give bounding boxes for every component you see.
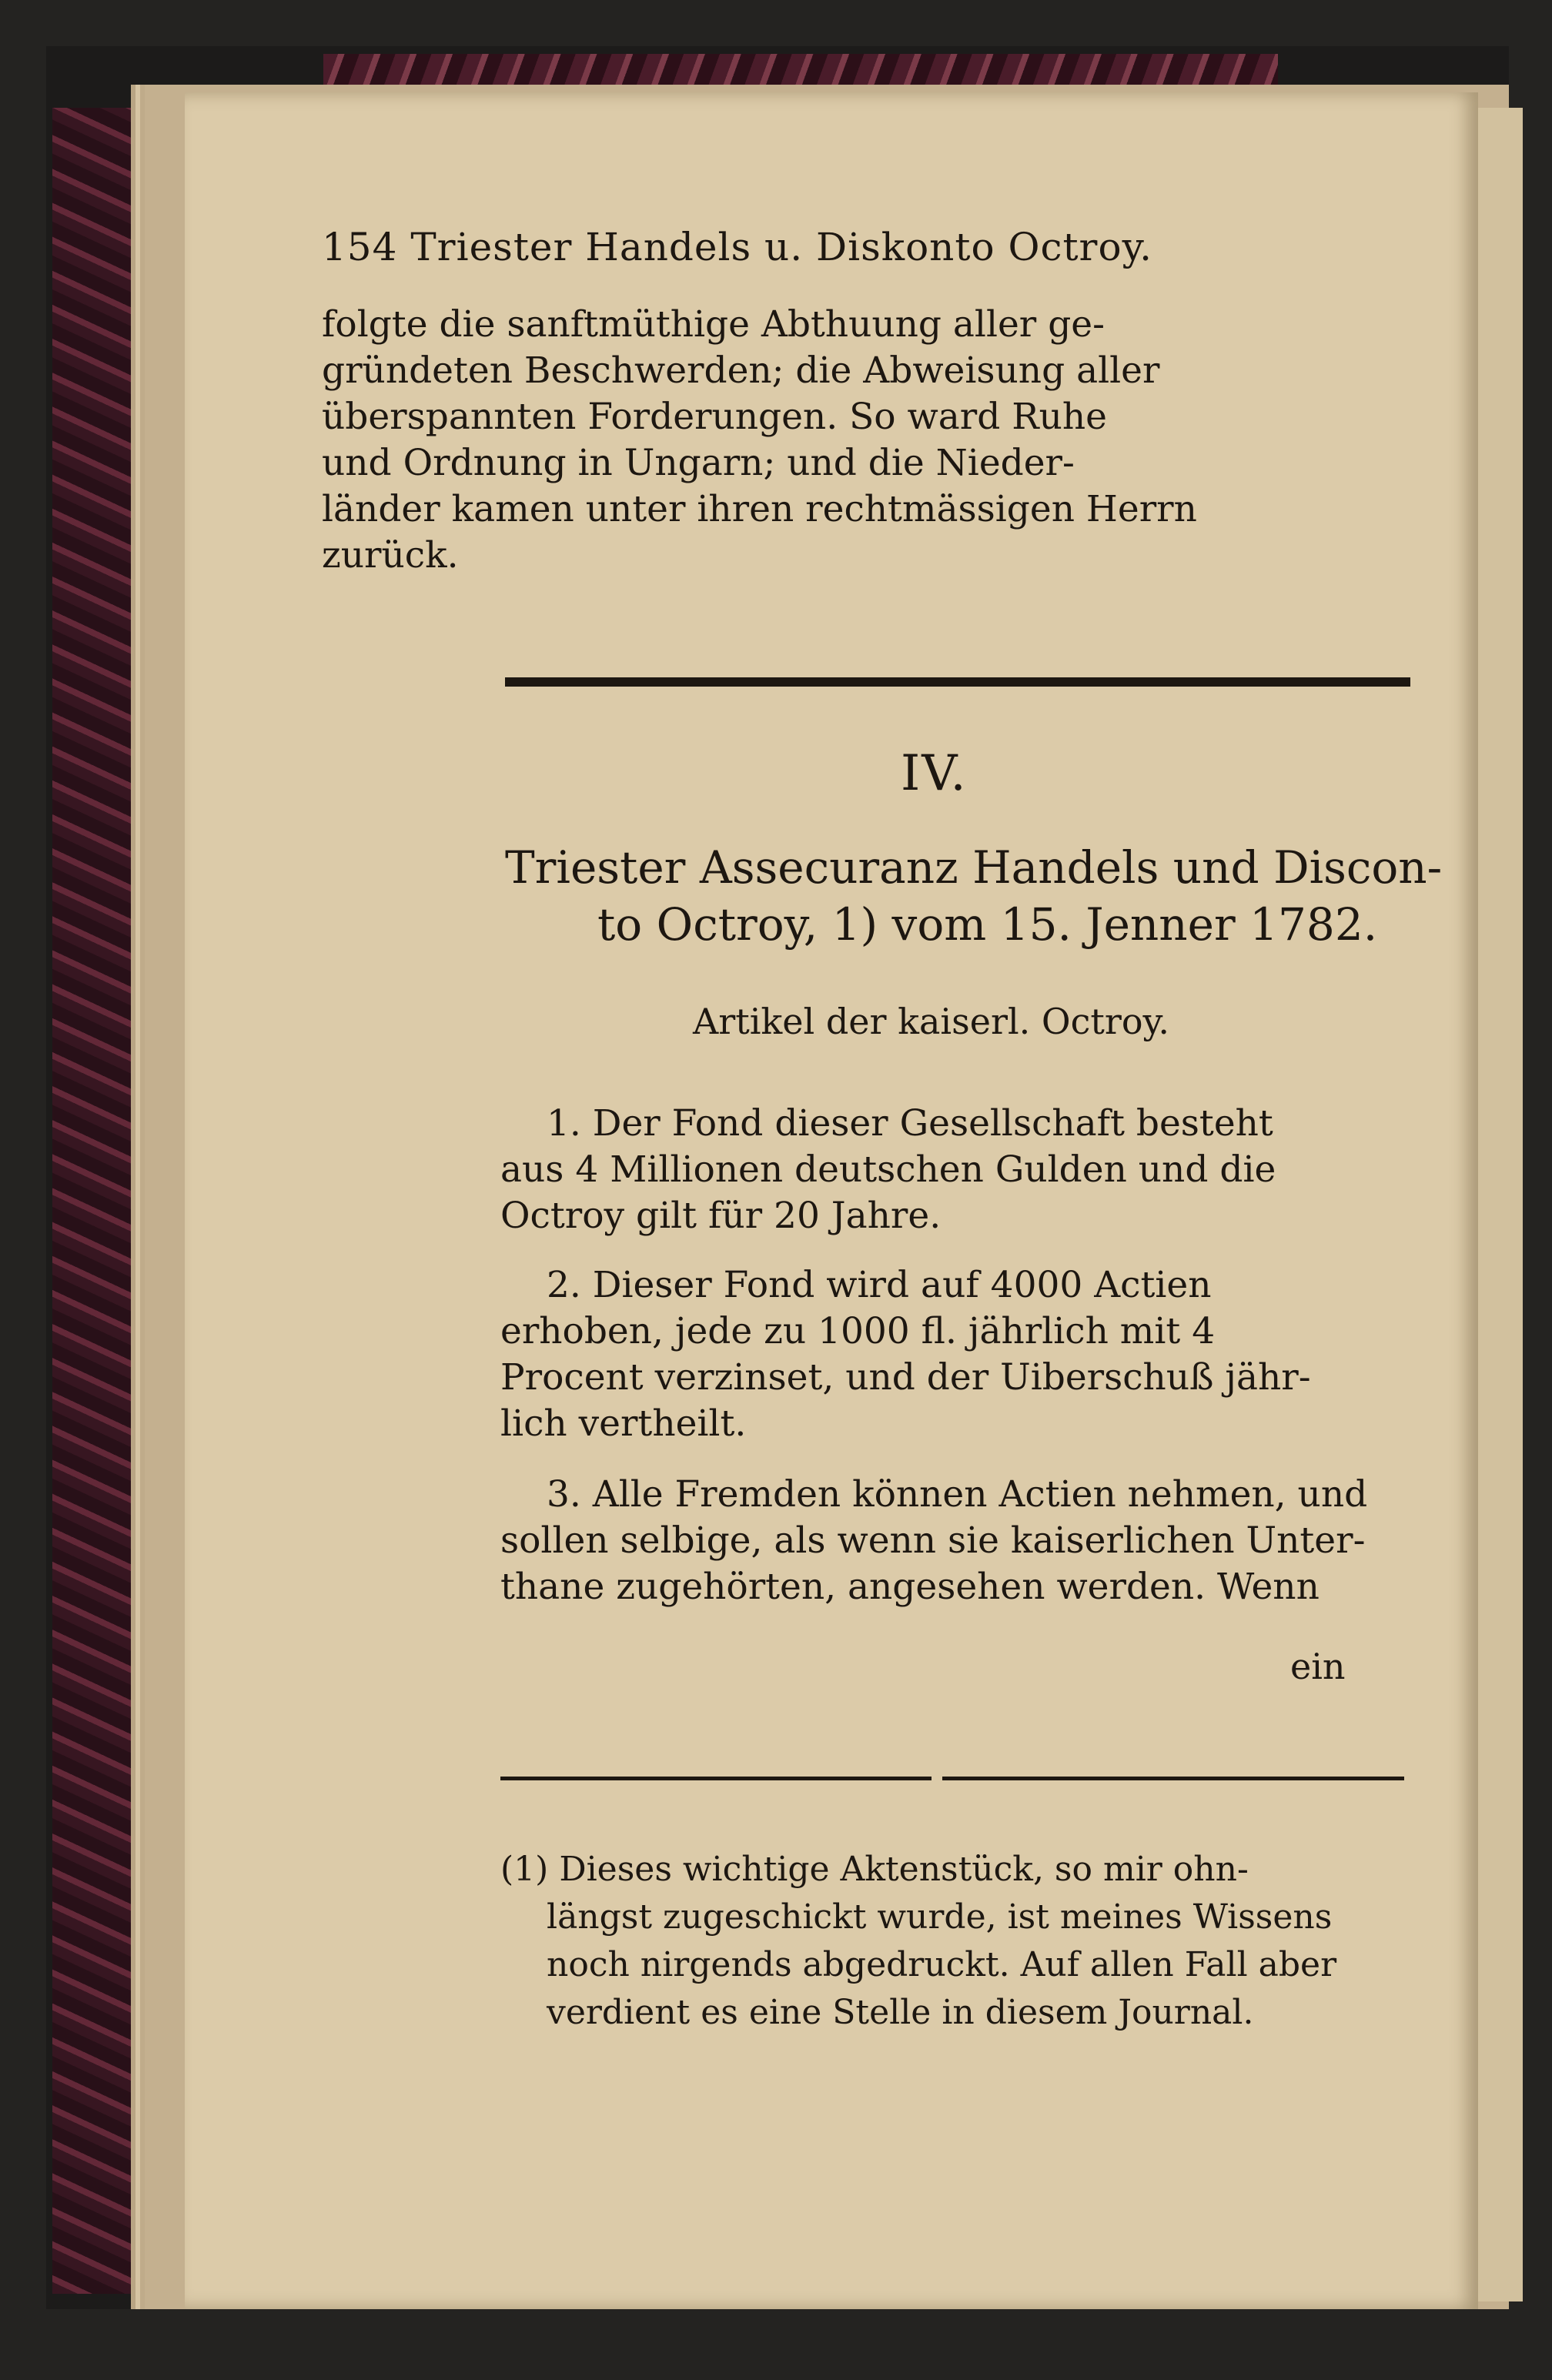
article-3 [500, 1472, 1367, 1610]
article-line: Procent verzinset, und der Uiberschuß jähr- [500, 1356, 1311, 1399]
article-line: Octroy gilt für 20 Jahre. [500, 1195, 942, 1237]
subtitle: Artikel der kaiserl. Octroy. [693, 1001, 1170, 1042]
footnote-line: (1) Dieses wichtige Aktenstück, so mir ohn- [500, 1850, 1249, 1889]
facing-page-edge [1477, 108, 1523, 2301]
article-line: 2. Dieser Fond wird auf 4000 Actien [547, 1264, 1212, 1306]
article-1 [500, 1101, 1276, 1239]
title-line: to Octroy, 1) vom 15. Jenner 1782. [597, 898, 1378, 951]
running-header: 154 Triester Handels u. Diskonto Octroy. [322, 225, 1153, 269]
intro-line: und Ordnung in Ungarn; und die Nieder- [322, 442, 1075, 484]
article-line: thane zugehörten, angesehen werden. Wenn [500, 1566, 1320, 1608]
footnote-line: längst zugeschickt wurde, ist meines Wissens [547, 1897, 1333, 1937]
section-divider [505, 677, 1410, 687]
intro-line: zurück. [322, 534, 459, 577]
footnote-rule-right [942, 1777, 1404, 1780]
footnote-rule-left [500, 1777, 932, 1780]
intro-line: überspannten Forderungen. So ward Ruhe [322, 396, 1108, 438]
title-line: Triester Assecuranz Handels und Discon- [505, 841, 1443, 894]
footnote [500, 1846, 1336, 2037]
article-line: sollen selbige, als wenn sie kaiserlichen Unter- [500, 1519, 1366, 1562]
article-line: lich vertheilt. [500, 1402, 747, 1445]
chapter-title [505, 839, 1442, 953]
article-line: erhoben, jede zu 1000 fl. jährlich mit 4 [500, 1310, 1216, 1352]
intro-line: folgte die sanftmüthige Abthuung aller ge- [322, 303, 1105, 346]
intro-line: länder kamen unter ihren rechtmässigen Herrn [322, 488, 1197, 530]
catchword: ein [1290, 1646, 1346, 1687]
footnote-line: verdient es eine Stelle in diesem Journal. [547, 1993, 1254, 2032]
footnote-line: noch nirgends abgedruckt. Auf allen Fall aber [547, 1945, 1337, 1984]
article-2 [500, 1262, 1311, 1447]
intro-paragraph [322, 302, 1197, 579]
chapter-number: IV. [901, 745, 968, 802]
article-line: 3. Alle Fremden können Actien nehmen, und [547, 1473, 1368, 1516]
marbled-cover-edge [52, 108, 137, 2294]
intro-line: gründeten Beschwerden; die Abweisung aller [322, 349, 1160, 392]
article-line: aus 4 Millionen deutschen Gulden und die [500, 1148, 1276, 1191]
article-line: 1. Der Fond dieser Gesellschaft besteht [547, 1102, 1273, 1145]
